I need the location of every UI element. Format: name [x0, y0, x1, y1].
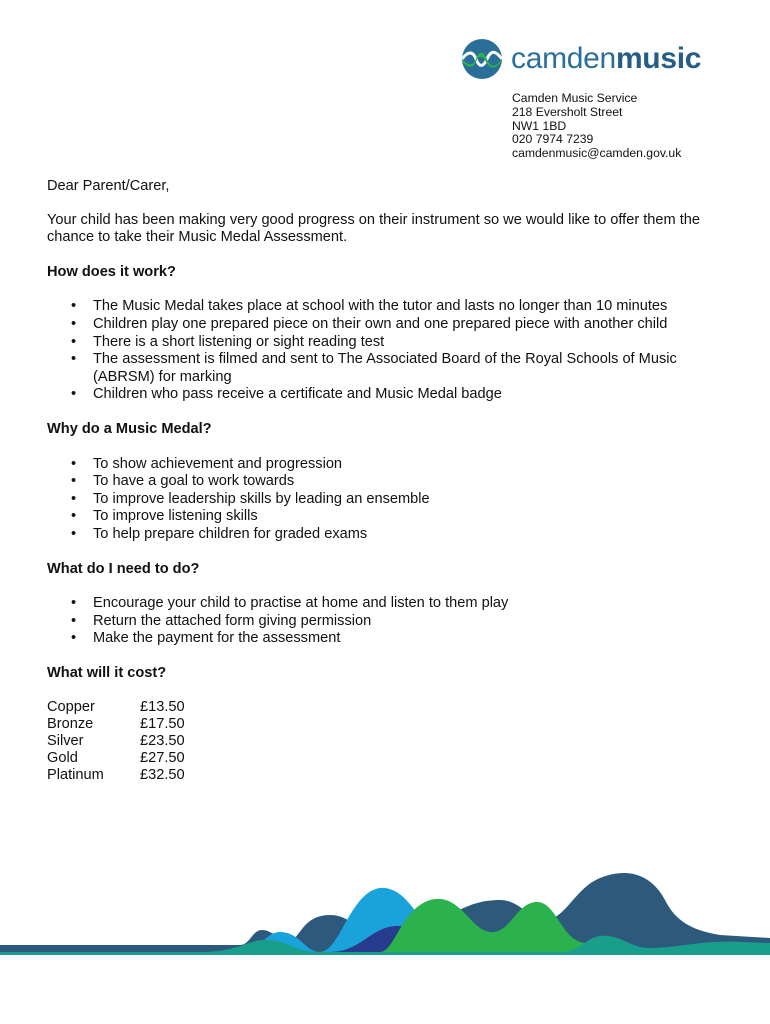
- table-row: [47, 733, 185, 750]
- list-item: • To improve leadership skills by leading an ensemble: [93, 491, 737, 509]
- camden-music-wave-icon: [461, 38, 503, 80]
- list-item: • Make the payment for the assessment: [93, 630, 737, 648]
- medal-level: Platinum: [47, 766, 104, 783]
- medal-level: Copper: [47, 699, 95, 716]
- address-line: Camden Music Service: [512, 91, 638, 105]
- medal-level: Bronze: [47, 716, 94, 733]
- list-item: • To help prepare children for graded exams: [93, 526, 737, 544]
- list-item: • To have a goal to work towards: [93, 473, 737, 491]
- list-item: • Children who pass receive a certificate and Music Medal badge: [93, 386, 737, 404]
- list-item: • To improve listening skills: [93, 508, 737, 526]
- section-heading-why: Why do a Music Medal?: [47, 420, 212, 437]
- why-list: [47, 456, 737, 544]
- how-it-works-list: [47, 298, 737, 404]
- footer-wave-graphic: [0, 860, 770, 970]
- section-heading-how: How does it work?: [47, 263, 176, 280]
- sender-address: [512, 92, 681, 161]
- address-line: NW1 1BD: [512, 118, 567, 133]
- cost-table: [47, 699, 185, 783]
- list-item: • The Music Medal takes place at school with the tutor and lasts no longer than 10 minutes: [93, 298, 737, 316]
- email-address[interactable]: camdenmusic@camden.gov.uk: [512, 146, 682, 161]
- list-item: • The assessment is filmed and sent to The Associated Board of the Royal Schools of Music (ABRSM) for marking: [93, 351, 737, 386]
- medal-price: £13.50: [140, 699, 185, 716]
- list-item: • Encourage your child to practise at home and listen to them play: [93, 595, 737, 613]
- list-item: • Return the attached form giving permission: [93, 613, 737, 631]
- logo-word-music: music: [615, 42, 702, 75]
- greeting: Dear Parent/Carer,: [47, 178, 170, 194]
- medal-level: Gold: [47, 749, 78, 766]
- medal-price: £17.50: [140, 716, 185, 733]
- section-heading-what-to-do: What do I need to do?: [47, 560, 200, 577]
- list-item: • Children play one prepared piece on their own and one prepared piece with another child: [93, 316, 737, 334]
- table-row: [47, 699, 185, 716]
- table-row: [47, 716, 185, 733]
- list-item: • There is a short listening or sight reading test: [93, 334, 737, 352]
- camden-music-logo: [461, 38, 701, 80]
- logo-text: [511, 44, 701, 74]
- medal-price: £23.50: [140, 733, 185, 750]
- address-line: 218 Eversholt Street: [512, 104, 623, 119]
- table-row: [47, 750, 185, 767]
- logo-word-camden: camden: [511, 42, 616, 75]
- medal-level: Silver: [47, 733, 84, 750]
- section-heading-cost: What will it cost?: [47, 664, 167, 681]
- list-item: • To show achievement and progression: [93, 456, 737, 474]
- address-line: 020 7974 7239: [512, 132, 594, 147]
- table-row: [47, 767, 185, 784]
- letter-body: [47, 178, 737, 783]
- medal-price: £27.50: [140, 749, 185, 766]
- medal-price: £32.50: [140, 766, 185, 783]
- intro-paragraph: Your child has been making very good progress on their instrument so we would like to offer them the chance to take their Music Medal Assessment.: [47, 211, 701, 246]
- what-to-do-list: [47, 595, 737, 648]
